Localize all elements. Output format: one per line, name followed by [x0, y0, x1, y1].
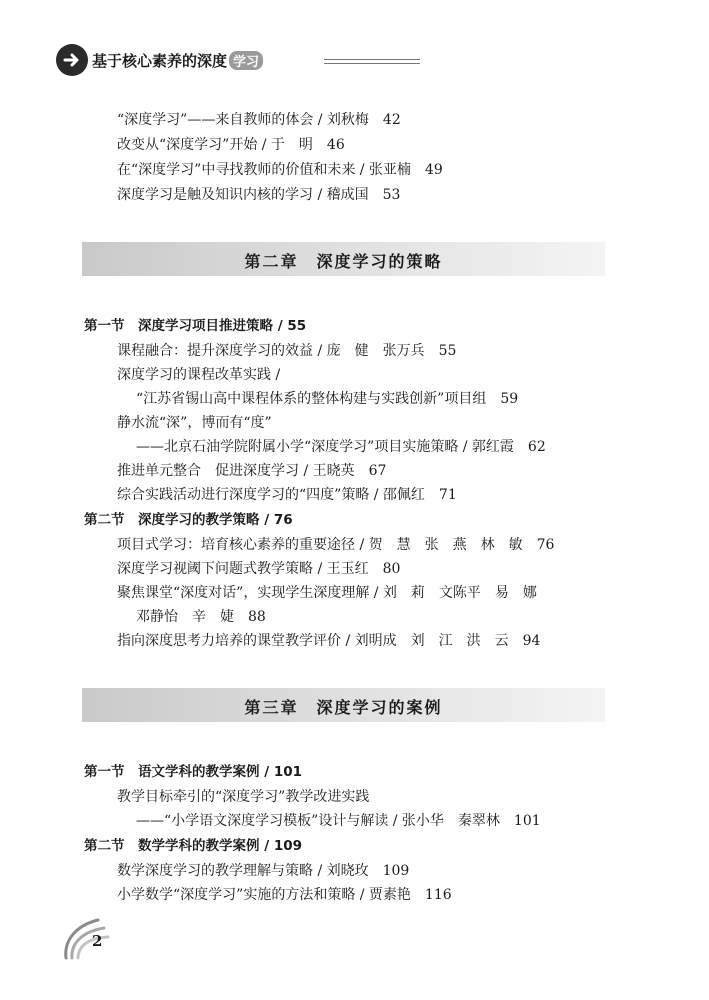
header-rule — [324, 59, 420, 60]
header-title-main: 基于核心素养的深度 — [92, 52, 228, 70]
toc-entry: “深度学习”——来自教师的体会 / 刘秋梅 42 — [117, 112, 401, 128]
chapter-heading-band — [82, 242, 605, 276]
arrow-right-icon — [56, 44, 88, 76]
toc-entry: 指向深度思考力培养的课堂教学评价 / 刘明成 刘 江 洪 云 94 — [117, 633, 541, 649]
header-rule — [324, 63, 420, 64]
running-header — [56, 44, 386, 78]
toc-entry: 小学数学“深度学习”实施的方法和策略 / 贾素艳 116 — [117, 887, 452, 903]
toc-entry: 深度学习视阈下问题式教学策略 / 王玉红 80 — [117, 561, 401, 577]
header-title — [92, 50, 263, 71]
header-title-accent: 学习 — [229, 51, 263, 70]
toc-entry-continuation: ——“小学语文深度学习模板”设计与解读 / 张小华 秦翠林 101 — [136, 813, 541, 829]
toc-entry: 数学深度学习的教学理解与策略 / 刘晓玫 109 — [117, 863, 410, 879]
toc-entry-continuation: 邓静怡 辛 婕 88 — [136, 609, 266, 625]
section-heading: 第一节 语文学科的教学案例 / 101 — [84, 764, 303, 780]
page-number: 2 — [92, 932, 103, 950]
section-heading: 第二节 深度学习的教学策略 / 76 — [84, 512, 293, 528]
toc-entry: 教学目标牵引的“深度学习”教学改进实践 — [117, 789, 370, 805]
swirl-ornament-icon — [60, 912, 112, 966]
toc-entry: 聚焦课堂“深度对话”，实现学生深度理解 / 刘 莉 文陈平 易 娜 — [117, 585, 537, 601]
toc-entry: 改变从“深度学习”开始 / 于 明 46 — [117, 137, 345, 153]
toc-entry: 项目式学习：培育核心素养的重要途径 / 贺 慧 张 燕 林 敏 76 — [117, 537, 555, 553]
toc-entry: 静水流“深”，博而有“度” — [117, 415, 272, 431]
toc-entry: 推进单元整合 促进深度学习 / 王晓英 67 — [117, 463, 387, 479]
toc-entry: 综合实践活动进行深度学习的“四度”策略 / 邵佩红 71 — [117, 487, 457, 503]
toc-entry-continuation: ——北京石油学院附属小学“深度学习”项目实施策略 / 郭红霞 62 — [136, 439, 546, 455]
section-heading: 第二节 数学学科的教学案例 / 109 — [84, 838, 303, 854]
chapter-heading-band — [82, 688, 605, 722]
toc-entry: 深度学习是触及知识内核的学习 / 稽成国 53 — [117, 187, 401, 203]
toc-entry-continuation: “江苏省锡山高中课程体系的整体构建与实践创新”项目组 59 — [136, 391, 519, 407]
section-heading: 第一节 深度学习项目推进策略 / 55 — [84, 318, 307, 334]
toc-entry: 课程融合：提升深度学习的效益 / 庞 健 张万兵 55 — [117, 343, 457, 359]
toc-entry: 在“深度学习”中寻找教师的价值和未来 / 张亚楠 49 — [117, 162, 443, 178]
chapter-title: 第二章 深度学习的策略 — [244, 252, 443, 271]
toc-entry: 深度学习的课程改革实践 / — [117, 367, 281, 383]
chapter-title: 第三章 深度学习的案例 — [244, 698, 443, 717]
